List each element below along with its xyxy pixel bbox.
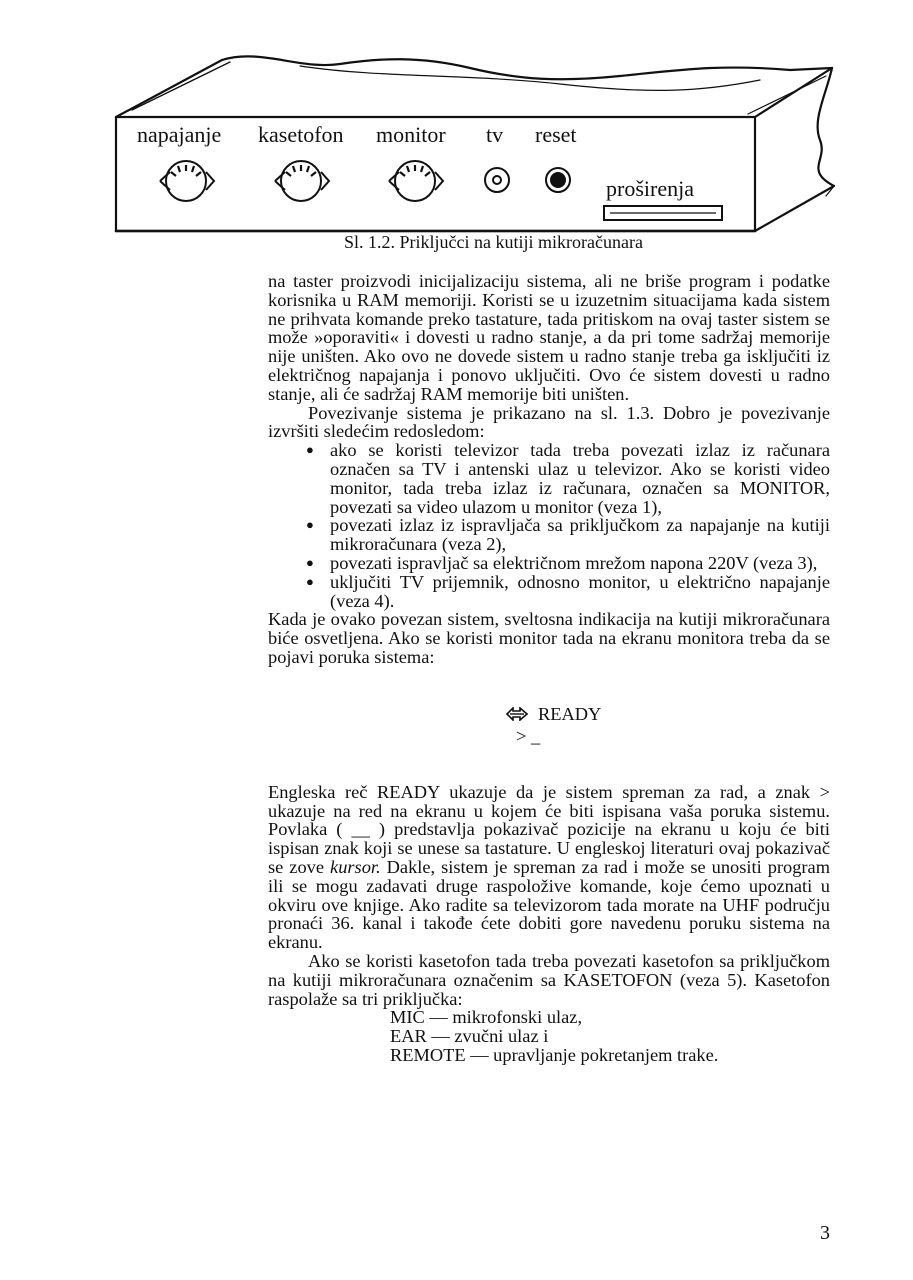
paragraph-ready-explanation: Engleska reč READY ukazuje da je sistem spreman za rad, a znak > ukazuje na red na ekranu u kojem će biti ispisana vaša poruka sistemu. Povlaka ( __ ) predstavlja pokazivač pozicije na ekranu u koju će biti ispisan znak koji se unese sa tastature. U engleskoj literaturi ovaj pokazivač se zove kursor. Dakle, sistem je spreman za rad i može se unositi program ili se mogu zadavati druge raspoložive komande, koje ćemo upoznati u okviru ove knjige. Ako radite sa televizorom tada morate na UHF području pronaći 36. kanal i takođe ćete dobiti gore navedenu poruku sistema na ekranu. [268, 781, 831, 953]
paragraph-indicator: Kada je ovako povezan sistem, sveltosna indikacija na kutiji mikroračunara biće osvetljena. Ako se koristi monitor tada na ekranu monitora treba da se pojavi poruka sistema: [268, 609, 830, 667]
computer-box-drawing [0, 0, 913, 240]
list-item: EAR — zvučni ulaz i [390, 1026, 549, 1047]
label-kasetofon: kasetofon [258, 122, 344, 147]
ready-arrow-icon [506, 707, 528, 721]
list-item: ● povezati ispravljač sa električnom mrežom napona 220V (veza 3), [268, 554, 830, 573]
din-socket-monitor [389, 161, 443, 201]
reset-button-shape [546, 168, 570, 192]
list-item: ● uključiti TV prijemnik, odnosno monitor, u električno napajanje (veza 4). [268, 573, 830, 611]
page-number: 3 [820, 1222, 830, 1244]
paragraph-connection: Povezivanje sistema je prikazano na sl. 1.3. Dobro je povezivanje izvršiti sledećim redosledom: [268, 402, 830, 442]
figure-caption: Sl. 1.2. Priključci na kutiji mikroračunara [344, 232, 643, 252]
expansion-slot [604, 206, 722, 220]
ready-message [268, 703, 830, 747]
cassette-jacks-list [268, 1008, 830, 1064]
list-item: ● povezati izlaz iz ispravljača sa priključkom za napajanje na kutiji mikroračunara (veza 2), [268, 516, 830, 554]
paragraph-cassette: Ako se koristi kasetofon tada treba povezati kasetofon sa priključkom na kutiji mikroračunara označenim sa KASETOFON (veza 5). Kasetofon raspolaže sa tri priključka: [268, 950, 830, 1009]
din-socket-napajanje [160, 161, 214, 201]
din-socket-kasetofon [275, 161, 329, 201]
term-kursor: kursor. [330, 856, 381, 877]
tv-socket [485, 168, 509, 192]
label-napajanje: napajanje [137, 122, 222, 147]
label-tv: tv [486, 122, 504, 147]
prompt-cursor: > _ [516, 725, 541, 746]
computer-box-figure [0, 0, 913, 240]
body-text [268, 272, 830, 1065]
connection-steps-list [268, 441, 830, 610]
list-item: MIC — mikrofonski ulaz, [390, 1007, 583, 1028]
ready-text: READY [538, 703, 602, 724]
label-reset: reset [535, 122, 577, 147]
list-item: ● ako se koristi televizor tada treba povezati izlaz iz računara označen sa TV i antenski ulaz u televizor. Ako se koristi video monitor, tada treba izlaz iz računara, označen sa MONITOR, povezati sa video ulazom u monitor (veza 1), [268, 441, 830, 516]
label-monitor: monitor [376, 122, 446, 147]
list-item: REMOTE — upravljanje pokretanjem trake. [390, 1044, 719, 1065]
label-prosirenja: proširenja [606, 176, 694, 201]
paragraph-reset: na taster proizvodi inicijalizaciju sistema, ali ne briše program i podatke korisnika u RAM memoriji. Koristi se u izuzetnim situacijama kada sistem ne prihvata komande preko tastature, tada pritiskom na ovaj taster sistem se može »oporaviti« i dovesti u radno stanje, a da pri tome sadržaj memorije nije uništen. Ako ovo ne dovede sistem u radno stanje treba ga isključiti iz električnog napajanja i ponovo uključiti. Ovo će sistem dovesti u radno stanje, ali će sadržaj RAM memorije biti uništen. [268, 271, 830, 404]
